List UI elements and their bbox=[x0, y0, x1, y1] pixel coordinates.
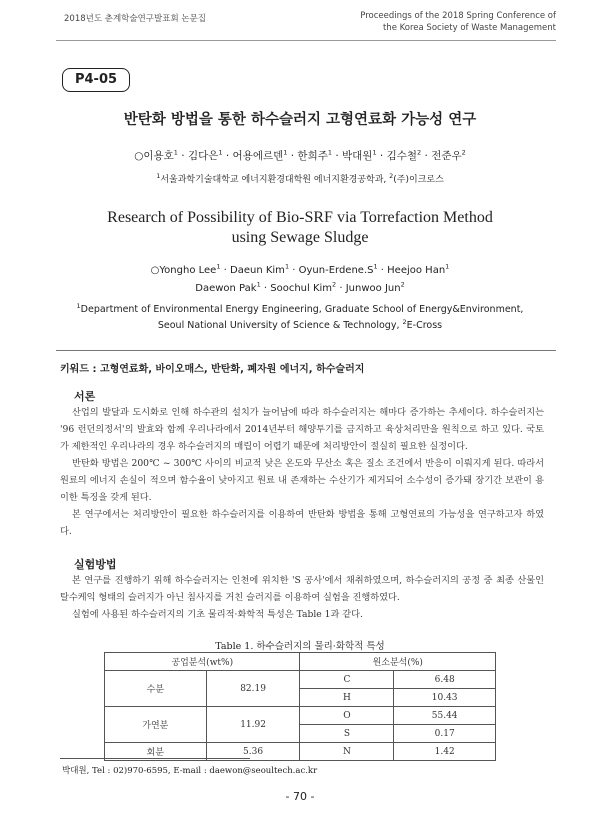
author-affil-mark: 1 bbox=[284, 262, 290, 271]
affil-mark: 2 bbox=[389, 172, 394, 180]
authors-english-line2: Daewon Pak$^1$ · Soochul Kim$^2$ · Junwoo Jun$^2$ bbox=[195, 280, 405, 294]
author: Heejoo Han bbox=[387, 265, 446, 276]
affil-mark: 2 bbox=[402, 317, 407, 326]
author-affil-mark: 2 bbox=[417, 148, 422, 157]
running-header-left: 2018년도 춘계학술연구발표회 논문집 bbox=[64, 14, 206, 24]
table-caption: Table 1. 하수슬러지의 물리·화학적 특성 bbox=[215, 641, 385, 652]
authors-english bbox=[0, 262, 600, 298]
paragraph: 산업의 발달과 도시화로 인해 하수관의 설치가 늘어남에 따라 하수슬러지는 해마다 증가하는 추세이다. 하수슬러지는 '96 런던의정서'의 발효와 함께 우리나라에서 2014년부터 해양투기를 금지하고 육상처리만을 원칙으로 하고 있다. 국토가 제한적인 우리나라의 경우 하수슬러지의 매립이 어렵기 때문에 처리방안이 절실히 필요한 실정이다. bbox=[60, 407, 544, 452]
section-heading-introduction: 서론 bbox=[74, 390, 96, 403]
section-body-methods bbox=[60, 572, 544, 623]
affiliation-english-line2 bbox=[0, 318, 600, 334]
header-rule bbox=[56, 40, 556, 41]
author: Daewon Pak bbox=[195, 283, 257, 294]
table-header-proximate: 공업분석(wt%) bbox=[105, 653, 300, 671]
paragraph: 반탄화 방법은 200℃ ~ 300℃ 사이의 비교적 낮은 온도와 무산소 혹은 질소 조건에서 반응이 이뤄지게 된다. 따라서 원료의 에너지 손실이 적으며 함수율이 낮아지고 원료 내 존재하는 수산기가 제거되어 소수성이 증가돼 장기간 보관이 용이한 특징을 갖게 된다. bbox=[60, 458, 544, 503]
author: Soochul Kim bbox=[270, 283, 333, 294]
section-heading-methods: 실험방법 bbox=[74, 558, 117, 571]
author-affil-mark: 1 bbox=[283, 148, 288, 157]
corresponding-author-footnote: 박대원, Tel : 02)970-6595, E-mail : daewon@seoultech.ac.kr bbox=[62, 766, 318, 776]
author-affil-mark: 1 bbox=[327, 148, 332, 157]
running-header-right-line2: the Korea Society of Waste Management bbox=[382, 23, 556, 33]
keywords-rule bbox=[56, 350, 556, 351]
title-english-line1: Research of Possibility of Bio-SRF via Torrefaction Method bbox=[107, 209, 493, 226]
author-affil-mark: 2 bbox=[332, 280, 337, 289]
title-english bbox=[0, 208, 600, 248]
author: Daeun Kim bbox=[230, 265, 285, 276]
title-english-line2: using Sewage Sludge bbox=[231, 229, 369, 246]
table-cell-value: 55.44 bbox=[394, 707, 496, 725]
authors-korean: ○이용호$^1$ · 김다은$^1$ · 어용에르덴$^1$ · 한희주$^1$ · 박대원$^1$ · 김수철$^2$ · 전준우$^2$ bbox=[134, 148, 466, 162]
affil-text: E-Cross bbox=[406, 320, 443, 331]
author-affil-mark: 1 bbox=[373, 262, 378, 271]
paragraph: 실험에 사용된 하수슬러지의 기초 물리적·화학적 특성은 Table 1과 같다. bbox=[72, 609, 363, 620]
authors-english-line1: ○Yongho Lee$^1$ · Daeun Kim$^1$ · Oyun-$Erdene.S^1$ · Heejoo Han$^1$ bbox=[150, 262, 450, 276]
table-cell-value: 6.48 bbox=[394, 671, 496, 689]
table-cell-label: N bbox=[300, 743, 394, 761]
affil-mark: 1 bbox=[76, 301, 81, 310]
table-header-ultimate: 원소분석(%) bbox=[300, 653, 496, 671]
table-cell-value: 82.19 bbox=[206, 671, 300, 707]
affil-text: Seoul National University of Science & Technology, bbox=[157, 320, 403, 331]
running-header-right-line1: Proceedings of the 2018 Spring Conference of bbox=[360, 11, 556, 21]
affiliation-english-line1 bbox=[0, 302, 600, 318]
author: Oyun-Erdene.S bbox=[298, 265, 374, 276]
affiliation-english bbox=[0, 302, 600, 334]
author-affil-mark: 2 bbox=[400, 280, 405, 289]
author: Junwoo Jun bbox=[345, 283, 401, 294]
table-cell-label: S bbox=[300, 725, 394, 743]
table-cell-value: 1.42 bbox=[394, 743, 496, 761]
table-sludge-properties bbox=[104, 652, 496, 761]
table-row bbox=[105, 707, 496, 725]
table-header-row bbox=[105, 653, 496, 671]
author-affil-mark: 2 bbox=[461, 148, 466, 157]
keywords: 키워드 : 고형연료화, 바이오매스, 반탄화, 폐자원 에너지, 하수슬러지 bbox=[60, 364, 365, 375]
table-cell-value: 11.92 bbox=[206, 707, 300, 743]
table-cell-label: 가연분 bbox=[105, 707, 207, 743]
author-affil-mark: 1 bbox=[256, 280, 261, 289]
author-affil-mark: 1 bbox=[173, 148, 178, 157]
table-cell-label: O bbox=[300, 707, 394, 725]
table-cell-label: H bbox=[300, 689, 394, 707]
author: ○Yongho Lee bbox=[150, 265, 217, 276]
section-body-introduction bbox=[60, 404, 544, 540]
author: 어용에르덴 bbox=[232, 150, 284, 162]
affiliation-korean bbox=[0, 172, 600, 185]
author: 박대원 bbox=[342, 150, 373, 162]
affil-text: (주)이크로스 bbox=[393, 175, 444, 185]
author: 한희주 bbox=[297, 150, 328, 162]
table-cell-value: 0.17 bbox=[394, 725, 496, 743]
title-korean: 반탄화 방법을 통한 하수슬러지 고형연료화 가능성 연구 bbox=[123, 112, 477, 128]
paper-id-badge: P4-05 bbox=[62, 68, 130, 92]
table-cell-value: 5.36 bbox=[206, 743, 300, 761]
running-header-right bbox=[360, 10, 556, 34]
affil-text: 서울과학기술대학교 에너지환경대학원 에너지환경공학과, bbox=[160, 175, 390, 185]
author: 김다은 bbox=[187, 150, 219, 162]
affil-text: Department of Environmental Energy Engineering, Graduate School of Energy&Environment, bbox=[80, 304, 524, 315]
author: ○이용호 bbox=[134, 150, 174, 162]
author-affil-mark: 1 bbox=[218, 148, 223, 157]
table-cell-label: C bbox=[300, 671, 394, 689]
page-number: - 70 - bbox=[285, 790, 315, 803]
affil-mark: 1 bbox=[156, 172, 161, 180]
author-affil-mark: 1 bbox=[372, 148, 377, 157]
table-row bbox=[105, 671, 496, 689]
author: 김수철 bbox=[386, 150, 418, 162]
footnote-rule bbox=[60, 758, 250, 759]
table-cell-label: 수분 bbox=[105, 671, 207, 707]
table-cell-label: 회분 bbox=[105, 743, 207, 761]
paragraph: 본 연구에서는 처리방안이 필요한 하수슬러지를 이용하여 반탄화 방법을 통해 고형연료의 가능성을 연구하고자 하였다. bbox=[60, 509, 544, 537]
table-cell-value: 10.43 bbox=[394, 689, 496, 707]
author: 전준우 bbox=[431, 150, 462, 162]
paragraph: 본 연구를 진행하기 위해 하수슬러지는 인천에 위치한 'S 공사'에서 채취하였으며, 하수슬러지의 공정 중 최종 산물인 탈수케익 형태의 슬러지가 아닌 침사지를 거친 슬러지를 이용하여 실험을 진행하였다. bbox=[60, 575, 544, 603]
author-affil-mark: 1 bbox=[216, 262, 221, 271]
author-affil-mark: 1 bbox=[445, 262, 450, 271]
